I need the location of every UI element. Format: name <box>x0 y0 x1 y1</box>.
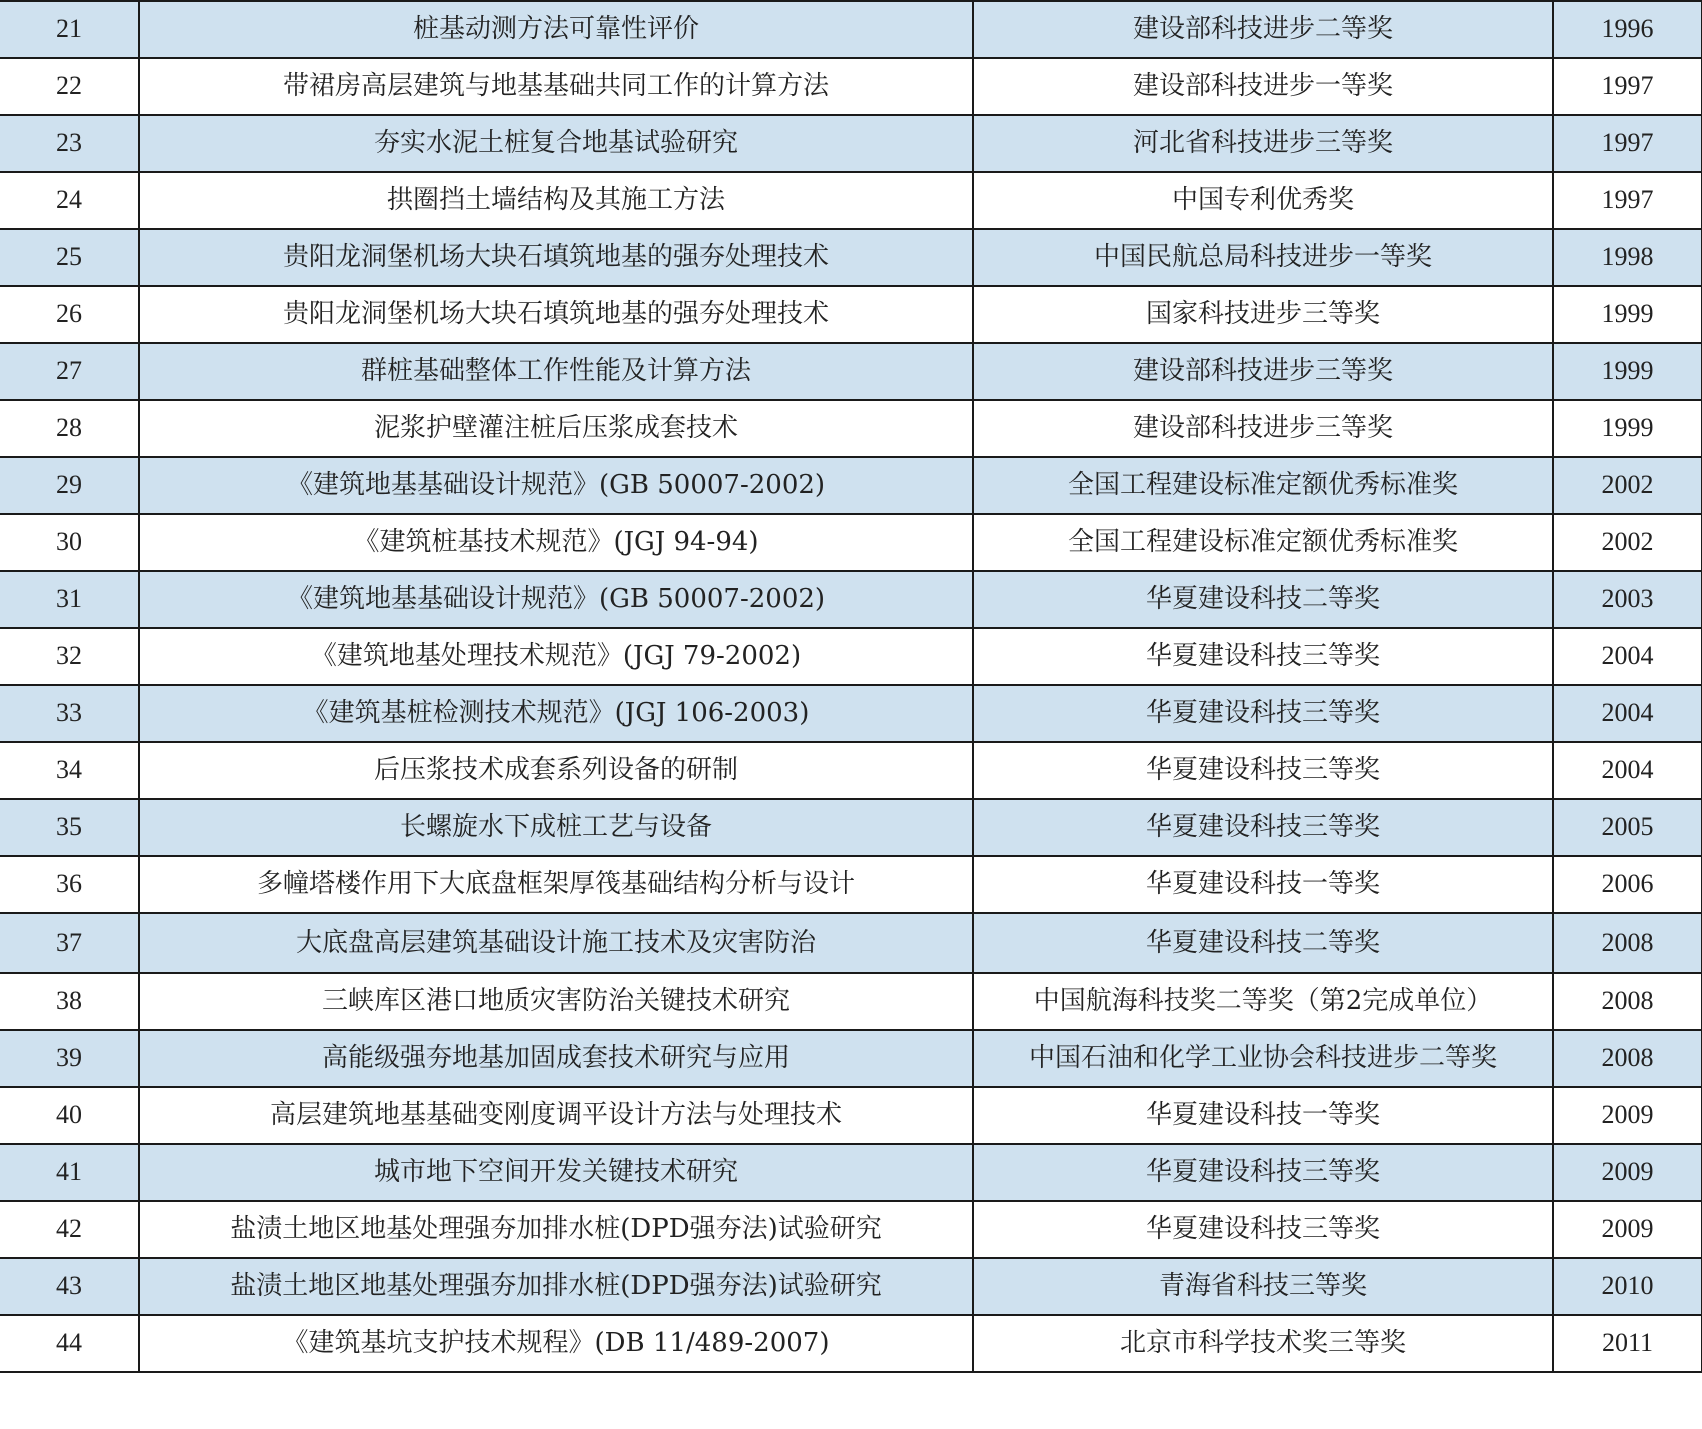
row-number: 28 <box>0 400 139 457</box>
award-name: 建设部科技进步三等奖 <box>973 343 1553 400</box>
award-year: 2004 <box>1553 685 1702 742</box>
row-number: 25 <box>0 229 139 286</box>
award-name: 中国航海科技奖二等奖（第2完成单位） <box>973 973 1553 1030</box>
row-number: 27 <box>0 343 139 400</box>
project-title: 桩基动测方法可靠性评价 <box>139 1 973 58</box>
award-name: 华夏建设科技二等奖 <box>973 571 1553 628</box>
row-number: 39 <box>0 1030 139 1087</box>
table-row <box>0 400 1702 457</box>
award-name: 华夏建设科技三等奖 <box>973 1144 1553 1201</box>
award-name: 华夏建设科技一等奖 <box>973 856 1553 913</box>
project-title: 《建筑基坑支护技术规程》(DB 11/489-2007) <box>139 1315 973 1372</box>
table-row <box>0 58 1702 115</box>
award-year: 2005 <box>1553 799 1702 856</box>
project-title: 《建筑地基基础设计规范》(GB 50007-2002) <box>139 457 973 514</box>
row-number: 43 <box>0 1258 139 1315</box>
row-number: 44 <box>0 1315 139 1372</box>
award-year: 1997 <box>1553 172 1702 229</box>
table-row <box>0 628 1702 685</box>
table-row <box>0 1030 1702 1087</box>
award-year: 2009 <box>1553 1087 1702 1144</box>
project-title: 《建筑基桩检测技术规范》(JGJ 106-2003) <box>139 685 973 742</box>
award-year: 2009 <box>1553 1144 1702 1201</box>
project-title: 贵阳龙洞堡机场大块石填筑地基的强夯处理技术 <box>139 286 973 343</box>
project-title: 大底盘高层建筑基础设计施工技术及灾害防治 <box>139 913 973 973</box>
project-title: 泥浆护壁灌注桩后压浆成套技术 <box>139 400 973 457</box>
award-year: 2008 <box>1553 1030 1702 1087</box>
row-number: 29 <box>0 457 139 514</box>
award-name: 全国工程建设标准定额优秀标准奖 <box>973 514 1553 571</box>
award-name: 中国专利优秀奖 <box>973 172 1553 229</box>
award-name: 华夏建设科技三等奖 <box>973 628 1553 685</box>
project-title: 长螺旋水下成桩工艺与设备 <box>139 799 973 856</box>
project-title: 后压浆技术成套系列设备的研制 <box>139 742 973 799</box>
table-row <box>0 1 1702 58</box>
table-row <box>0 1201 1702 1258</box>
award-name: 华夏建设科技二等奖 <box>973 913 1553 973</box>
row-number: 34 <box>0 742 139 799</box>
table-row <box>0 1315 1702 1372</box>
row-number: 38 <box>0 973 139 1030</box>
award-year: 2004 <box>1553 628 1702 685</box>
project-title: 《建筑桩基技术规范》(JGJ 94-94) <box>139 514 973 571</box>
table-row <box>0 973 1702 1030</box>
table-row <box>0 1144 1702 1201</box>
row-number: 26 <box>0 286 139 343</box>
award-year: 2006 <box>1553 856 1702 913</box>
table-row <box>0 799 1702 856</box>
award-name: 建设部科技进步一等奖 <box>973 58 1553 115</box>
award-name: 中国石油和化学工业协会科技进步二等奖 <box>973 1030 1553 1087</box>
row-number: 42 <box>0 1201 139 1258</box>
award-name: 华夏建设科技三等奖 <box>973 1201 1553 1258</box>
project-title: 拱圈挡土墙结构及其施工方法 <box>139 172 973 229</box>
row-number: 41 <box>0 1144 139 1201</box>
award-name: 中国民航总局科技进步一等奖 <box>973 229 1553 286</box>
row-number: 24 <box>0 172 139 229</box>
award-year: 2008 <box>1553 913 1702 973</box>
table-row <box>0 856 1702 913</box>
table-row <box>0 1087 1702 1144</box>
table-row <box>0 286 1702 343</box>
table-row <box>0 229 1702 286</box>
award-year: 1997 <box>1553 115 1702 172</box>
table-row <box>0 1258 1702 1315</box>
project-title: 群桩基础整体工作性能及计算方法 <box>139 343 973 400</box>
table-row <box>0 115 1702 172</box>
table-row <box>0 343 1702 400</box>
award-year: 2004 <box>1553 742 1702 799</box>
project-title: 夯实水泥土桩复合地基试验研究 <box>139 115 973 172</box>
award-year: 2002 <box>1553 514 1702 571</box>
award-year: 2003 <box>1553 571 1702 628</box>
table-row <box>0 913 1702 973</box>
row-number: 30 <box>0 514 139 571</box>
award-year: 2008 <box>1553 973 1702 1030</box>
row-number: 23 <box>0 115 139 172</box>
awards-table-body <box>0 1 1702 1372</box>
project-title: 多幢塔楼作用下大底盘框架厚筏基础结构分析与设计 <box>139 856 973 913</box>
award-name: 华夏建设科技三等奖 <box>973 685 1553 742</box>
row-number: 40 <box>0 1087 139 1144</box>
table-row <box>0 172 1702 229</box>
row-number: 35 <box>0 799 139 856</box>
table-row <box>0 514 1702 571</box>
award-name: 华夏建设科技一等奖 <box>973 1087 1553 1144</box>
award-name: 北京市科学技术奖三等奖 <box>973 1315 1553 1372</box>
award-year: 1999 <box>1553 343 1702 400</box>
row-number: 33 <box>0 685 139 742</box>
project-title: 贵阳龙洞堡机场大块石填筑地基的强夯处理技术 <box>139 229 973 286</box>
award-year: 2010 <box>1553 1258 1702 1315</box>
project-title: 盐渍土地区地基处理强夯加排水桩(DPD强夯法)试验研究 <box>139 1201 973 1258</box>
award-year: 2009 <box>1553 1201 1702 1258</box>
project-title: 城市地下空间开发关键技术研究 <box>139 1144 973 1201</box>
project-title: 高能级强夯地基加固成套技术研究与应用 <box>139 1030 973 1087</box>
row-number: 36 <box>0 856 139 913</box>
project-title: 《建筑地基处理技术规范》(JGJ 79-2002) <box>139 628 973 685</box>
project-title: 《建筑地基基础设计规范》(GB 50007-2002) <box>139 571 973 628</box>
award-name: 全国工程建设标准定额优秀标准奖 <box>973 457 1553 514</box>
table-row <box>0 742 1702 799</box>
award-year: 1999 <box>1553 400 1702 457</box>
award-year: 1996 <box>1553 1 1702 58</box>
award-name: 建设部科技进步三等奖 <box>973 400 1553 457</box>
award-year: 1998 <box>1553 229 1702 286</box>
award-name: 建设部科技进步二等奖 <box>973 1 1553 58</box>
row-number: 21 <box>0 1 139 58</box>
row-number: 22 <box>0 58 139 115</box>
award-year: 1997 <box>1553 58 1702 115</box>
project-title: 三峡库区港口地质灾害防治关键技术研究 <box>139 973 973 1030</box>
award-name: 华夏建设科技三等奖 <box>973 742 1553 799</box>
award-name: 华夏建设科技三等奖 <box>973 799 1553 856</box>
award-name: 河北省科技进步三等奖 <box>973 115 1553 172</box>
award-year: 1999 <box>1553 286 1702 343</box>
table-row <box>0 685 1702 742</box>
award-name: 国家科技进步三等奖 <box>973 286 1553 343</box>
table-row <box>0 457 1702 514</box>
award-year: 2002 <box>1553 457 1702 514</box>
row-number: 31 <box>0 571 139 628</box>
project-title: 高层建筑地基基础变刚度调平设计方法与处理技术 <box>139 1087 973 1144</box>
row-number: 37 <box>0 913 139 973</box>
table-row <box>0 571 1702 628</box>
award-year: 2011 <box>1553 1315 1702 1372</box>
project-title: 盐渍土地区地基处理强夯加排水桩(DPD强夯法)试验研究 <box>139 1258 973 1315</box>
award-name: 青海省科技三等奖 <box>973 1258 1553 1315</box>
row-number: 32 <box>0 628 139 685</box>
project-title: 带裙房高层建筑与地基基础共同工作的计算方法 <box>139 58 973 115</box>
